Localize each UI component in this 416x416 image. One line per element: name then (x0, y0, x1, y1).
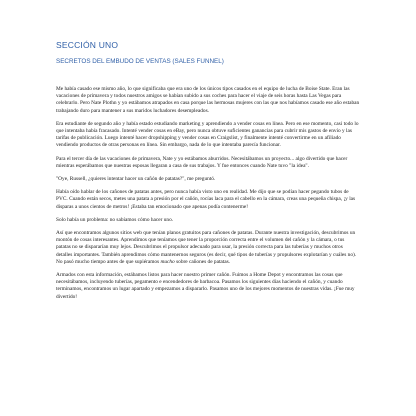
paragraph-8: Armados con esta información, estábamos listos para hacer nuestro primer cañón. Fuimos a Home Depot y encontramos las cosas que necesitábamos, incluyendo tuberías, pegamento e encendedores de barbacoa. Pasamos los siguientes días haciendo el cañón, y cuando terminamos, encontramos un lugar apartado y empezamos a dispararlo. Pasamos uno de los mejores momentos de nuestras vidas. ¡Fue muy divertido! (56, 272, 355, 300)
paragraph-5: Había oído hablar de los cañones de patatas antes, pero nunca había visto uno en realidad. Me dijo que se podían hacer pegando tubos de PVC. Cuando están secos, metes una patata a presión por el cañón, rocías laca para el cabello en la cámara, creas una pequeña chispa, ¡y las disparas a unos cientos de metros! ¡Estaba tan emocionado que apenas podía contenerme! (56, 189, 356, 210)
paragraph-4: "Oye, Russell, ¿quieres intentar hacer un cañón de patatas?", me preguntó. (56, 176, 216, 183)
section-subtitle: SECRETOS DEL EMBUDO DE VENTAS (SALES FUNNEL) (56, 58, 224, 65)
paragraph-1: Me había casado ese mismo año, lo que significaba que era uno de los únicos tipos casados en el equipo de lucha de Boise State. Eran las vacaciones de primavera y todos nuestros amigos se habían subido a sus coches para hacer el viaje de seis horas hasta Las Vegas para celebrarlo. Pero Nate Plothn y yo estábamos atrapados en casa porque las hermosas mujeres con las que nos habíamos casado ese año estaban trabajando duro para mantener a sus maridos luchadores desempleados. (56, 86, 360, 114)
paragraph-7-emphasis: mucho (160, 258, 175, 265)
paragraph-7 (56, 230, 360, 266)
paragraph-2: Era estudiante de segundo año y había estado estudiando marketing y aprendiendo a vender cosas en línea. Pero en ese momento, casi todo lo que intentaba había fracasado. Intenté vender cosas en eBay, pero nunca obtuve suficientes ganancias para cubrir mis gastos de envío y las tarifas de publicación. Luego intenté hacer dropshipping y vender cosas en Craigslist, y finalmente intenté convertirme en un afiliado vendiendo productos de otras personas en línea. Sin embargo, nada de lo que intentaba parecía funcionar. (56, 120, 359, 149)
paragraph-7-text-a: Así que encontramos algunos sitios web que tenían planos gratuitos para cañones de patatas. Durante nuestra investigación, descubrimos un montón de cosas interesantes. Aprendimos que teníamos que tener la proporción correcta entre el volumen del cañón y la cámara, o tus patatas no se dispararían muy lejos. Descubrimos el propulsor adecuado para usar, la presión correcta para las tuberías y muchos otros detalles importantes. También aprendimos cómo mantenernos seguros (es decir, qué tipos de tuberías y propulsores explotarían y cuáles no). No pasó mucho tiempo antes de que supiéramos (56, 230, 357, 265)
paragraph-6: Solo había un problema: no sabíamos cómo hacer uno. (56, 216, 174, 223)
paragraph-7-text-b: sobre cañones de patatas. (174, 258, 231, 265)
paragraph-3: Para el tercer día de las vacaciones de primavera, Nate y yo estábamos aburridos. Necesitábamos un proyecto... algo divertido que hacer mientras esperábamos que nuestras esposas llegaran a casa de sus trabajos. Y fue entonces cuando Nate tuvo "la idea". (56, 155, 348, 169)
section-title: SECCIÓN UNO (56, 40, 119, 50)
